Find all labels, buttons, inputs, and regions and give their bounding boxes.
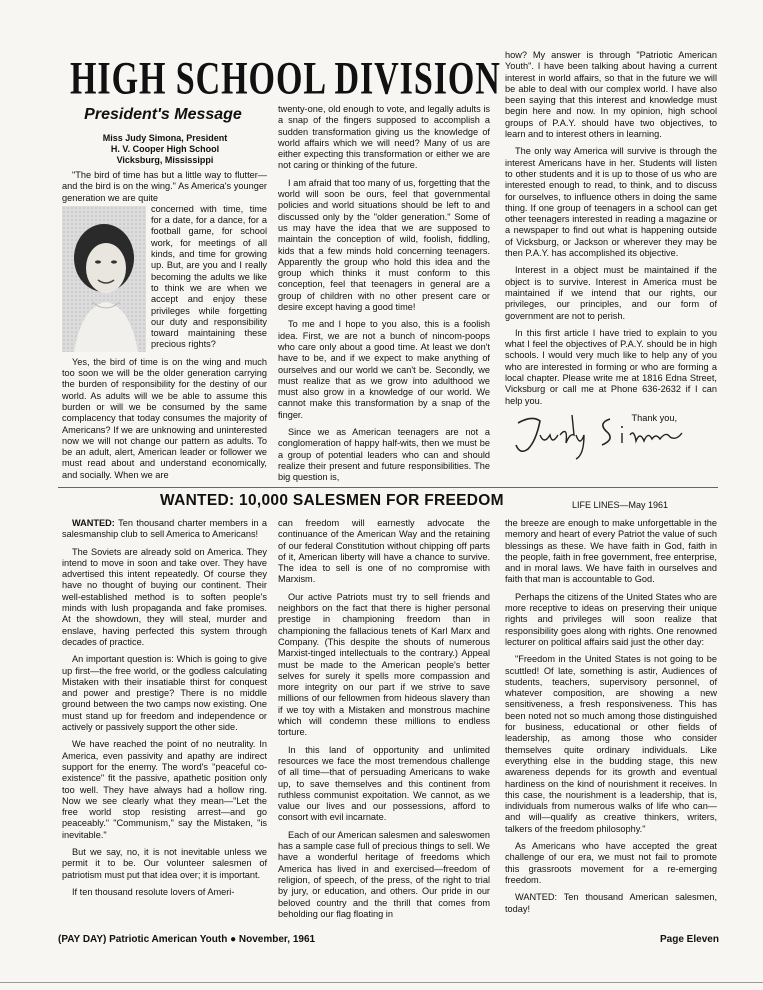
byline-name: Miss Judy Simona, President: [102, 133, 228, 143]
article-source: LIFE LINES—May 1961: [572, 500, 669, 510]
wanted-paragraph-11: the breeze are enough to make unforgettable in the memory and heart of every Patriot the value of such blessings as these. We have faith in God, faith in the people, faith in free government, free enterprise, and in moral laws. We have faith in ourselves and faith that man is accountable to God.: [505, 518, 717, 585]
message-paragraph-10: In this first article I have tried to explain to you what I feel the objectives of P.A.Y. should be in high schools. I would very much like to help any of you who are interested in forming or who are forming a local chapter. Please write me at 1816 Edna Street, Vicksburg or call me at Phone 636-2632 if I can help you.: [505, 327, 717, 406]
portrait-photo: [62, 206, 146, 352]
photo-float: [62, 206, 146, 352]
message-paragraph-2: Yes, the bird of time is on the wing and much too soon we will be the older generation carrying the burden of responsibility for the destiny of our world. As adults will we be able to assume this burden or will we be consumed by the same complacency that today consumes the majority of Americans? If we are unknowing and uninterested now we will not change our pattern as adults. To be an adult, alert, American leader or follower we must read about and understand economically, and socially. When we are: [62, 356, 267, 480]
byline: [70, 133, 260, 166]
footer-page-number: Page Eleven: [660, 934, 719, 945]
section-masthead: HIGH SCHOOL DIVISION: [70, 53, 501, 105]
message-closing: Thank you,: [631, 412, 677, 423]
wanted-paragraph-12: Perhaps the citizens of the United States who are more receptive to ideas on preserving their unique rights and privileges will soon realize that responsibility goes along with rights. One renowned lecturer on political affairs said just the other day:: [505, 591, 717, 647]
message-paragraph-3: twenty-one, old enough to vote, and legally adults is a snap of the fingers supposed to accomplish a sudden transformation giving us the knowledge of world affairs which we will need? Many of us are either expecting this transformation or either we are not caring or thinking of the future.: [278, 104, 490, 171]
message-wrap-text: concerned with time, time for a date, for a dance, for a football game, for school work, for meetings of all kinds, and time for growing up. But, are you and I really becoming the adults we like to think we are when we accept and enjoy these privileges while forgetting our duty and responsibility toward maintaining these precious rights?: [151, 203, 267, 350]
wanted-paragraph-7: can freedom will earnestly advocate the continuance of the American Way and the retaining of our federal Constitution without chipping off parts of it, American liberty will have a chance to survive. The idea to sell is one of no compromise with Marxism.: [278, 518, 490, 585]
wanted-paragraph-3: An important question is: Which is going to give up first—the free world, or the godless calculating Mistaken with their insatiable thirst for conquest and power and prestige? There is no middle ground between the two camps now existing. One must stand up for freedom and independence or actively or passively support the other side.: [62, 654, 267, 733]
section-divider: [58, 487, 718, 488]
message-intro: "The bird of time has but a little way to flutter—and the bird is on the wing." As America's younger generation we are quite: [62, 170, 267, 203]
wanted-paragraph-5: But we say, no, it is not inevitable unless we permit it to be. Our volunteer salesmen of patriotism must put that idea over; it is important.: [62, 847, 267, 880]
wanted-paragraph-4: We have reached the point of no neutrality. In America, even passivity and apathy are indirect support for the enemy. The word's "peaceful co-existence" fit the passive, apathetic position only too well. They have always had a hollow ring. Now we see clearly what they mean—"Let the free world stop resisting arrest—and go peaceably." "Communism," say the Mistaken, "is inevitable.": [62, 739, 267, 840]
wanted-paragraph-9: In this land of opportunity and unlimited resources we face the most tremendous challenge of all time—that of persuading Americans to wake up, to save themselves and this continent from ruthless communist expoitation. We cannot, as we value our lives and our possessions, afford to consort with evil incarnate.: [278, 744, 490, 823]
wanted-column-2: [278, 518, 490, 930]
presidents-message-title: President's Message: [84, 106, 242, 123]
bottom-edge-line: [0, 982, 763, 983]
wanted-paragraph-1-text: Ten thousand charter members in a salesmanship club to sell America to Americans!: [62, 518, 267, 540]
wanted-lead: WANTED:: [72, 518, 115, 528]
signature: [510, 405, 690, 465]
wanted-column-3: [505, 518, 717, 930]
wanted-paragraph-1: [62, 518, 267, 541]
message-paragraph-7: how? My answer is through "Patriotic American Youth". I have been talking about having a current interest in world affairs, so that in the future we will be able to deal with our complex world. I have also been saying that this interest and knowledge must begin here and now. In my opinion, high school groups of P.A.Y. should have two objectives, to learn and to interest others in learning.: [505, 50, 717, 140]
message-paragraph-8: The only way America will survive is through the interest Americans have in her. Students will listen to other students and it is up to those of us who are interested enough to read, to think, and to discuss for ourselves, to influence others in doing the same thing. If one group of teenagers in a school can get other teenagers interested in reading a magazine or a newspaper to find out what is happening outside of Vicksburg, or Jackson or wherever they may be then P.A.Y. has accomplished its objective.: [505, 146, 717, 259]
byline-school: H. V. Cooper High School: [110, 144, 220, 154]
message-paragraph-5: To me and I hope to you also, this is a foolish idea. First, we are not a bunch of nincom-poops who care only about a good time. At least we don't have to be, and if we expect to make anything of ourselves and our world we can't be. Secondly, we must realize that as we grow into adulthood we must also grow in a knowledge of our world. We cannot make this transformation by a snap of the finger.: [278, 319, 490, 420]
handwritten-signature: [510, 405, 690, 465]
message-paragraph-4: I am afraid that too many of us, forgetting that the world will soon be ours, feel that governmental policies and world situations should be left to and discussed only by the "older generation." Some of us may have the idea that we are supposed to maintain the conception of wild, foolish, fiddling, kids that a few minds hold concerning teenagers. Apparently the group who hold this idea and the group which thinks it must conform to this conception, feel that teenagers in general are a group of children with no other present care or desire except having a good time!: [278, 177, 490, 313]
message-column-2: [278, 104, 490, 482]
byline-city: Vicksburg, Mississippi: [116, 155, 214, 165]
wanted-paragraph-13: "Freedom in the United States is not going to be scuttled! Of late, something is astir, Audiences of students, teachers, supervisory personnel, of whatever composition, are showing a new sensitiveness, a fresh responsiveness. This has been noted not so much among those distinguished for business, educational or other fields of leadership, as among those who consider themselves quite ordinary individuals. Like everything else in the budding stage, this new awareness depends for its growth and eventual hardiness on the kind of nourishment it receives. In this case, the nourishment is a leadership, that is, individuals from numerous walks of life who can—and will—qualify as creative thinkers, writers, talkers of the freedom philosophy.": [505, 654, 717, 834]
wanted-paragraph-8: Our active Patriots must try to sell friends and neighbors on the fact that there is higher personal prestige in championing freedom than in championing the fallacious tenets of Karl Marx and Company. (This despite the shouts of numerous Marxist-tinged intellectuals to the contrary.) Appeal must be made to the American people's better selves for surely it spells more compassion and more integrity on our part if we strive to save millions of our fellowmen from hideous slavery than if we toy with a Mistaken and monstrous machine which will condemn these millions to endless torture.: [278, 591, 490, 738]
message-paragraph-9: Interest in a object must be maintained if the object is to survive. Interest in America must be maintained if we intend that our rights, our privileges, our principles, and our form of government are not to perish.: [505, 265, 717, 321]
footer-publication: (PAY DAY) Patriotic American Youth ● November, 1961: [58, 934, 316, 945]
message-column-1: [62, 170, 267, 480]
wanted-paragraph-10: Each of our American salesmen and saleswomen has a sample case full of precious things to sell. We have a wonderful heritage of freedoms which America has lived in and exercised—freedom of religion, of speech, of the press, of the right to trial by jury, or education, and others. Our pride in our beloved country and the thrill that comes from beholding our flag floating in: [278, 829, 490, 919]
wanted-column-1: [62, 518, 267, 930]
wanted-paragraph-2: The Soviets are already sold on America. They intend to move in soon and take over. They have advertised this intent repeatedly. Of course they have no thought of buying our continent. Their well-established method is to soften people's minds with lush propaganda and fake promises. At the showdown, they will steal, murder and enslave, having perfected this system through decades of practice.: [62, 546, 267, 647]
message-paragraph-6: Since we as American teenagers are not a conglomeration of happy half-wits, then we must be a group of potential leaders who can and should realize their present and future responsibilities. The big question is,: [278, 427, 490, 483]
message-column-3: [505, 50, 717, 423]
wanted-paragraph-6: If ten thousand resolute lovers of Ameri-: [72, 886, 235, 897]
wanted-paragraph-15: WANTED: Ten thousand American salesmen, today!: [505, 892, 717, 914]
wanted-headline: WANTED: 10,000 SALESMEN FOR FREEDOM: [160, 492, 504, 509]
wanted-paragraph-14: As Americans who have accepted the great challenge of our era, we must not fail to promote this grassroots movement for a re-emerging freedom.: [505, 841, 717, 885]
